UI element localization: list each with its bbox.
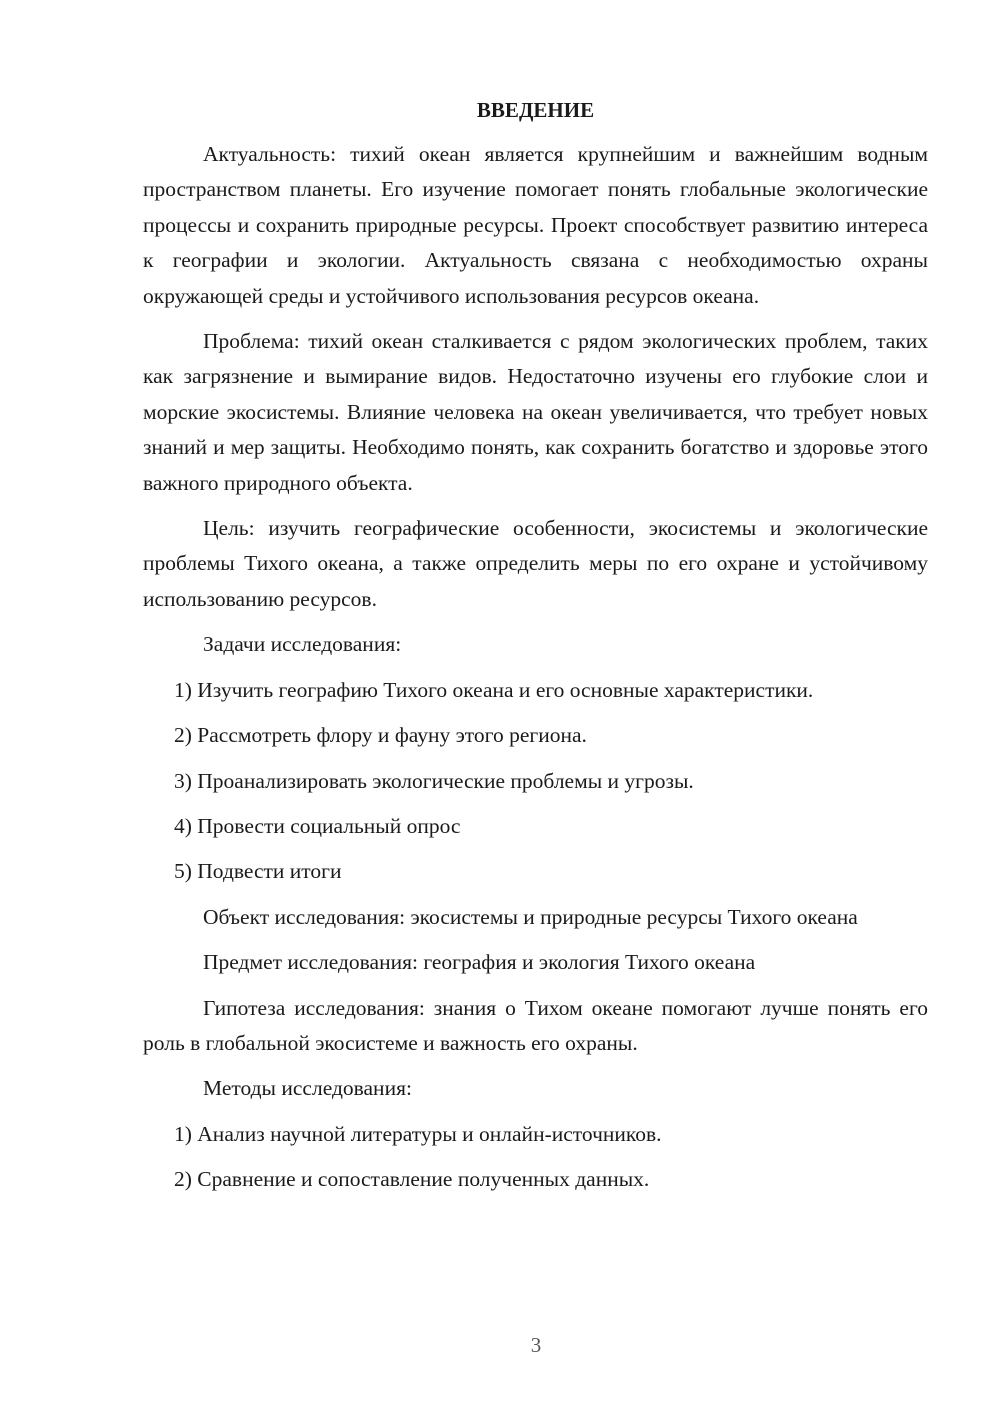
method-item: 2) Сравнение и сопоставление полученных данных.: [174, 1167, 650, 1192]
object-paragraph: Объект исследования: экосистемы и природные ресурсы Тихого океана: [203, 904, 858, 929]
task-item: 4) Провести социальный опрос: [174, 813, 461, 838]
tasks-list: [143, 673, 928, 890]
task-item: 2) Рассмотреть флору и фауну этого региона.: [174, 723, 587, 748]
task-item: 5) Подвести итоги: [174, 859, 342, 884]
section-title: ВВЕДЕНИЕ: [476, 98, 595, 122]
subject-paragraph: Предмет исследования: география и экология Тихого океана: [203, 950, 756, 975]
methods-list: [143, 1117, 928, 1198]
document-page: [143, 95, 928, 1208]
relevance-paragraph: Актуальность: тихий океан является крупнейшим и важнейшим водным пространством планеты. Его изучение помогает понять глобальные экологические процессы и сохранить природные ресурсы. Проект способствует развитию интереса к географии и экологии. Актуальность связана с необходимостью охраны окружающей среды и устойчивого использования ресурсов океана.: [143, 142, 928, 308]
problem-paragraph: Проблема: тихий океан сталкивается с рядом экологических проблем, таких как загрязнение и вымирание видов. Недостаточно изучены его глубокие слои и морские экосистемы. Влияние человека на океан увеличивается, что требует новых знаний и мер защиты. Необходимо понять, как сохранить богатство и здоровье этого важного природного объекта.: [143, 329, 928, 495]
methods-heading: Методы исследования:: [203, 1076, 412, 1101]
page-number: 3: [530, 1333, 542, 1357]
task-item: 1) Изучить географию Тихого океана и его основные характеристики.: [174, 677, 814, 702]
task-item: 3) Проанализировать экологические проблемы и угрозы.: [174, 768, 694, 793]
tasks-heading: Задачи исследования:: [203, 632, 402, 657]
hypothesis-paragraph: Гипотеза исследования: знания о Тихом океане помогают лучше понять его роль в глобальной экосистеме и важность его охраны.: [143, 995, 928, 1055]
method-item: 1) Анализ научной литературы и онлайн-источников.: [174, 1121, 662, 1146]
goal-paragraph: Цель: изучить географические особенности, экосистемы и экологические проблемы Тихого океана, а также определить меры по его охране и устойчивому использованию ресурсов.: [143, 516, 928, 611]
